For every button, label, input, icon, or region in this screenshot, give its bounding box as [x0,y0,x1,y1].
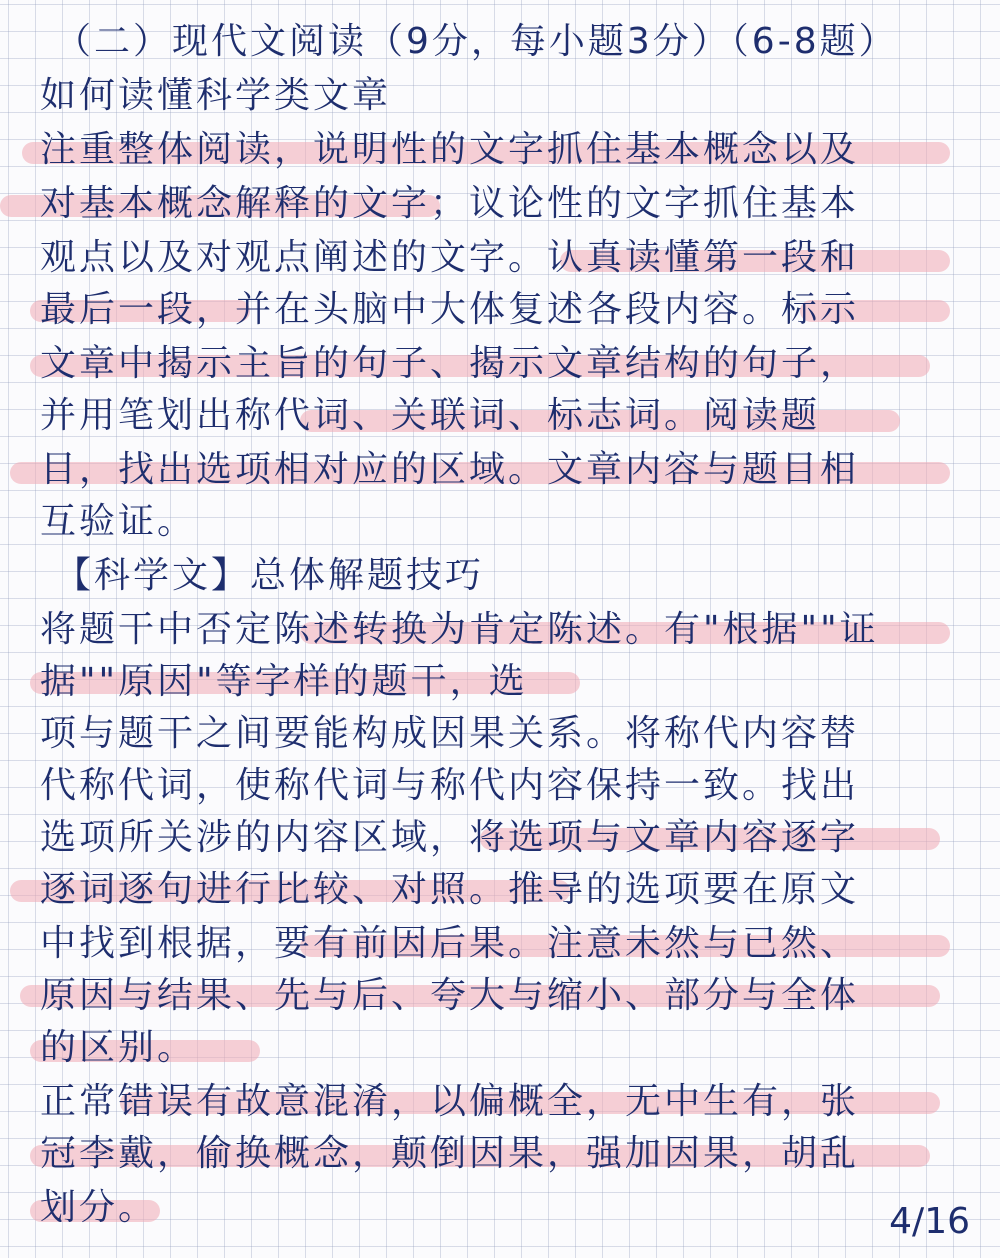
text-line: 中找到根据，要有前因后果。注意未然与已然、 [40,923,860,964]
text-line: 冠李戴，偷换概念，颠倒因果，强加因果，胡乱 [40,1133,860,1174]
text-line: 项与题干之间要能构成因果关系。将称代内容替 [40,713,860,754]
text-line: 选项所关涉的内容区域，将选项与文章内容逐字 [40,817,860,858]
page-number: 4/16 [889,1201,970,1242]
text-line: 目，找出选项相对应的区域。文章内容与题目相 [40,449,860,490]
text-line: 将题干中否定陈述转换为肯定陈述。有"根据""证 [40,609,879,650]
section-heading: （二）现代文阅读（9分，每小题3分）（6-8题） [55,21,898,62]
text-line: 最后一段，并在头脑中大体复述各段内容。标示 [40,289,860,330]
subsection-title: 如何读懂科学类文章 [40,75,392,116]
subsection-title: 【科学文】总体解题技巧 [55,555,485,596]
text-line: 注重整体阅读，说明性的文字抓住基本概念以及 [40,129,860,170]
text-line: 对基本概念解释的文字；议论性的文字抓住基本 [40,183,860,224]
text-line: 的区别。 [40,1027,197,1068]
text-line: 原因与结果、先与后、夸大与缩小、部分与全体 [40,975,860,1016]
text-line: 据""原因"等字样的题干，选 [40,661,528,702]
text-line: 观点以及对观点阐述的文字。认真读懂第一段和 [40,237,860,278]
text-line: 代称代词，使称代词与称代内容保持一致。找出 [40,765,860,806]
text-line: 划分。 [40,1187,158,1228]
text-line: 互验证。 [40,501,197,542]
text-line: 并用笔划出称代词、关联词、标志词。阅读题 [40,395,821,436]
text-line: 文章中揭示主旨的句子、揭示文章结构的句子， [40,343,860,384]
text-line: 逐词逐句进行比较、对照。推导的选项要在原文 [40,869,860,910]
text-line: 正常错误有故意混淆，以偏概全，无中生有，张 [40,1081,860,1122]
